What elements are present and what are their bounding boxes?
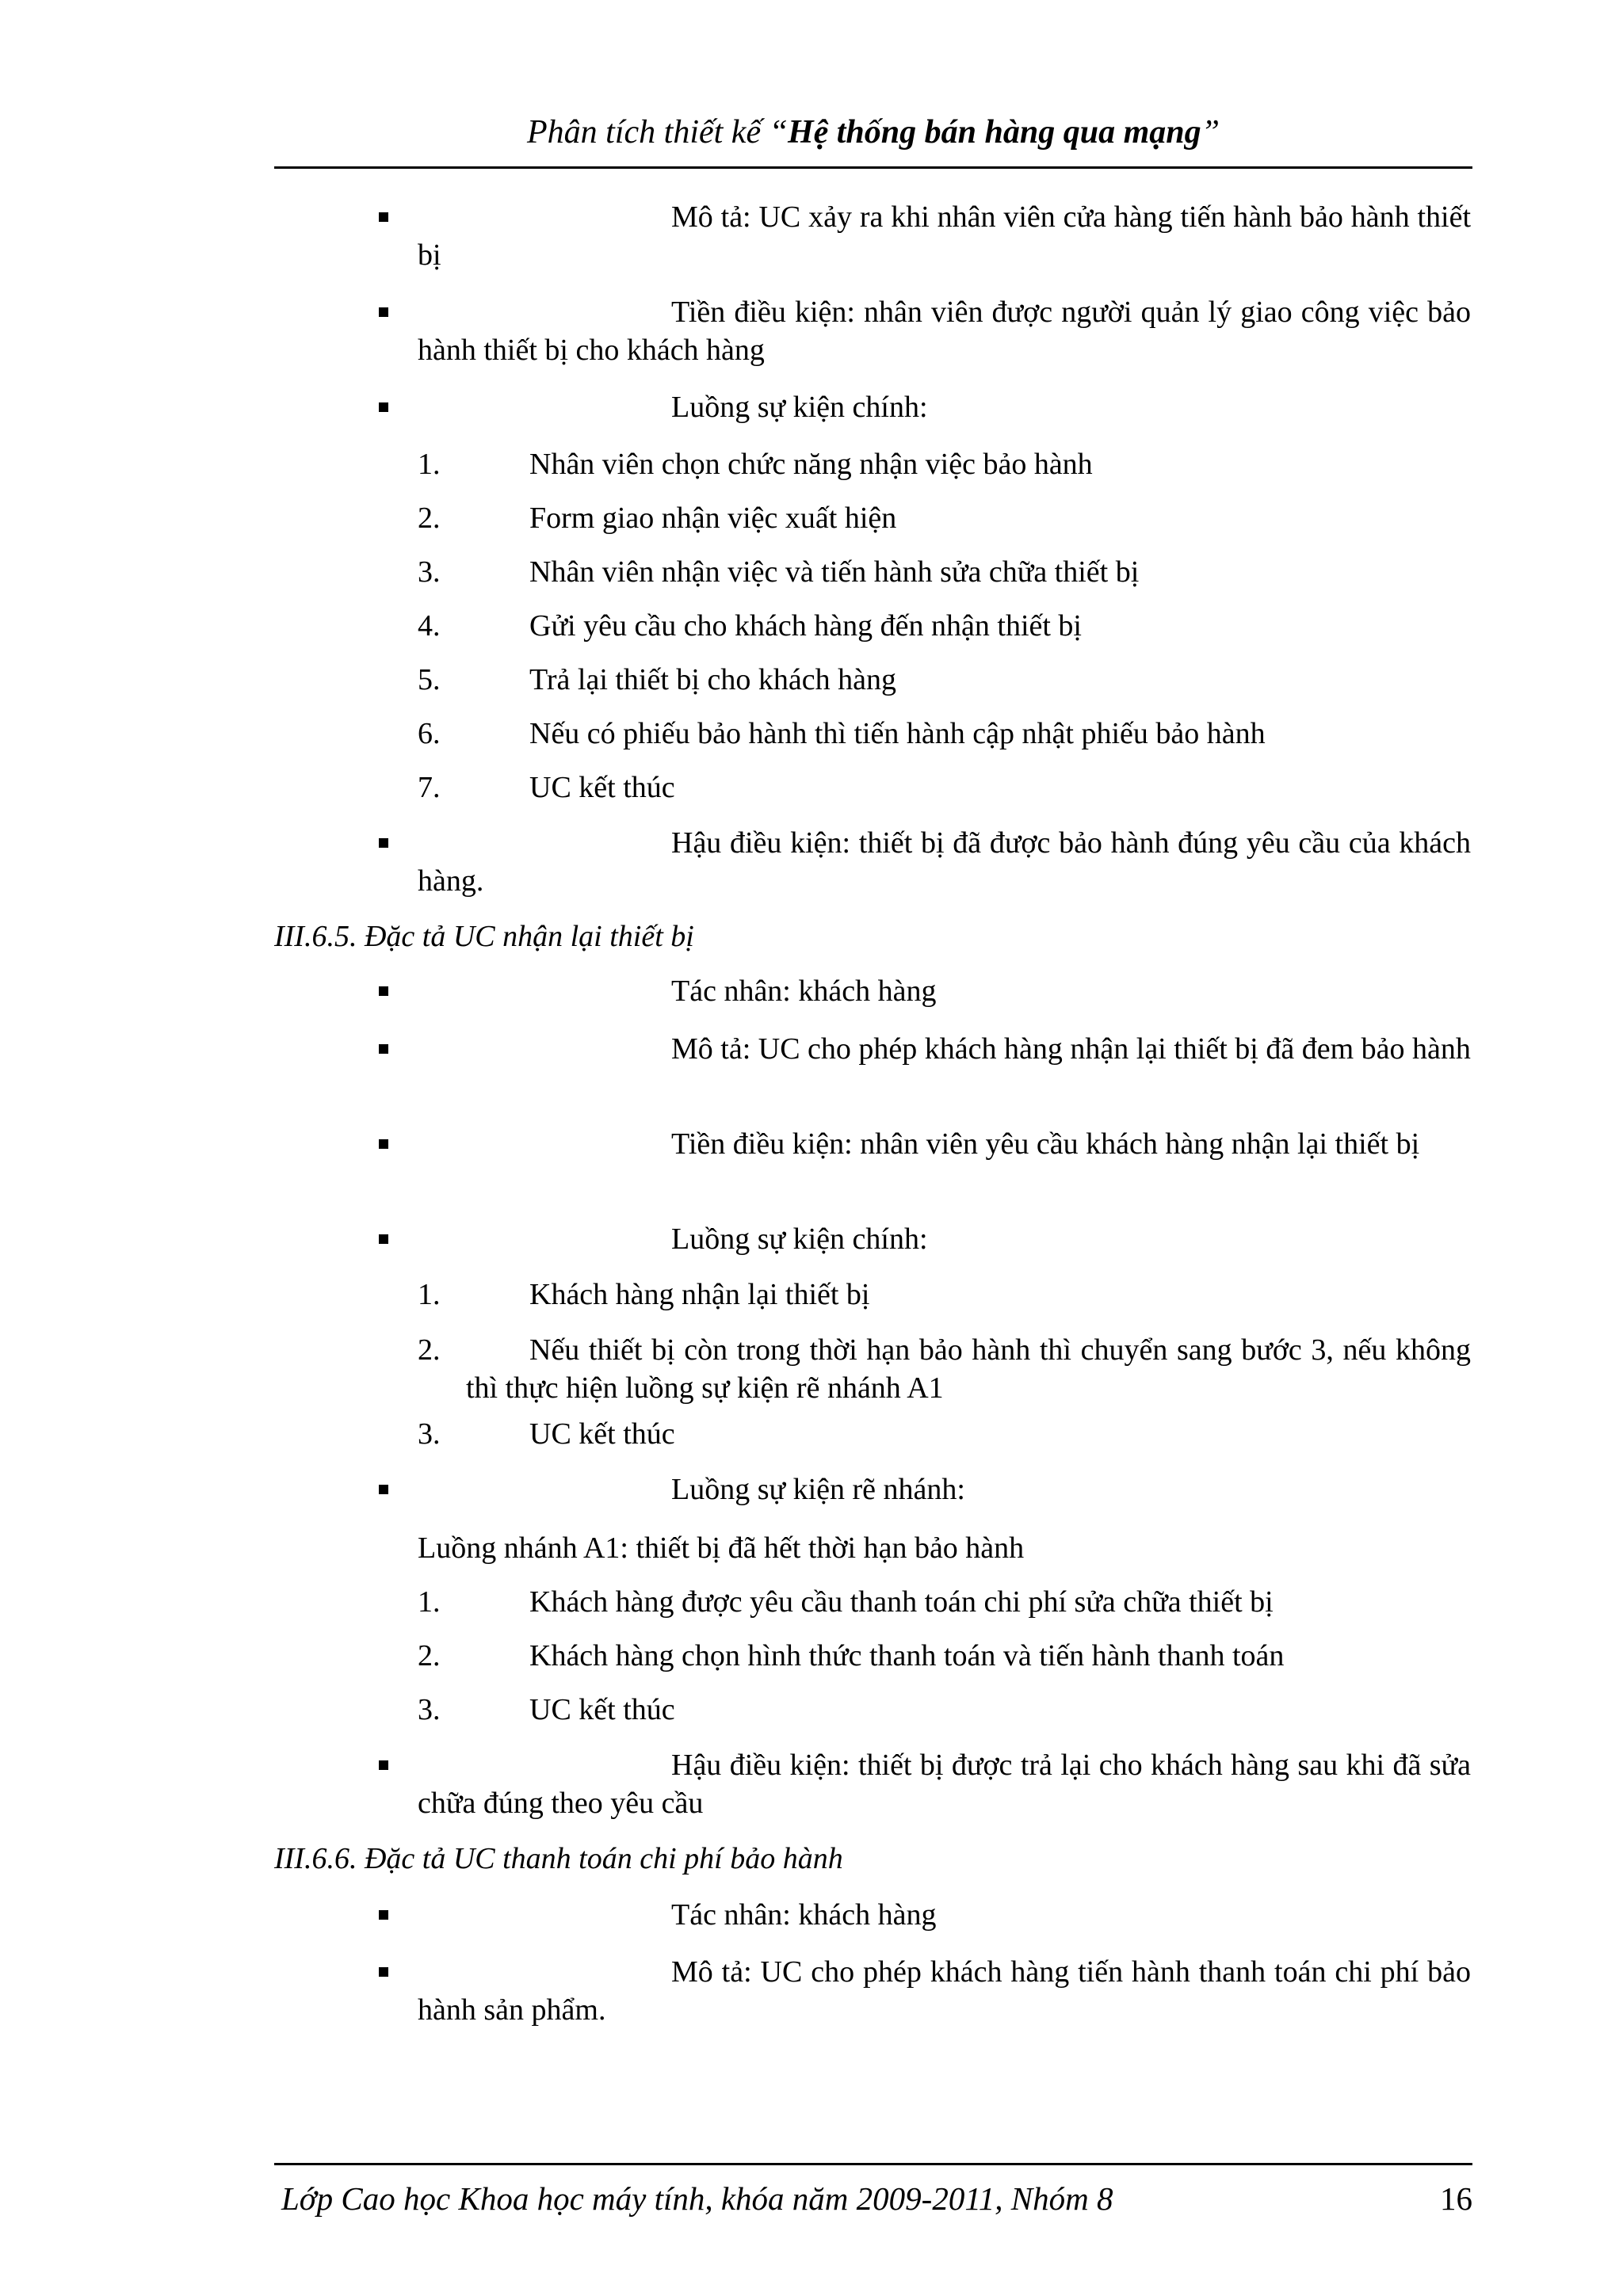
step-text: UC kết thúc: [529, 1693, 675, 1726]
bullet-icon: [379, 1760, 388, 1770]
step-text: UC kết thúc: [529, 1417, 675, 1451]
page-footer: Lớp Cao học Khoa học máy tính, khóa năm 2009-2011, Nhóm 8: [281, 2180, 1113, 2217]
section-heading: III.6.6. Đặc tả UC thanh toán chi phí bảo hành: [274, 1842, 843, 1875]
branch-title: Luồng nhánh A1: thiết bị đã hết thời hạn bảo hành: [418, 1531, 1025, 1565]
step-text: Nếu thiết bị còn trong thời hạn bảo hành thì chuyển sang bước 3, nếu không thì thực hiện luồng sự kiện rẽ nhánh A1: [466, 1333, 1471, 1405]
bullet-icon: [379, 1910, 388, 1920]
block1-postcondition: Hậu điều kiện: thiết bị đã được bảo hành đúng yêu cầu của khách hàng.: [418, 826, 1471, 898]
section2-description: Mô tả: UC cho phép khách hàng tiến hành thanh toán chi phí bảo hành sản phẩm.: [418, 1955, 1471, 2027]
section1-precondition: Tiền điều kiện: nhân viên yêu cầu khách hàng nhận lại thiết bị: [671, 1127, 1420, 1161]
header-prefix: Phân tích thiết kế “: [527, 114, 788, 151]
step-text: Khách hàng nhận lại thiết bị: [529, 1278, 870, 1311]
step-number: 2.: [418, 502, 441, 535]
step-number: 1.: [418, 1278, 441, 1311]
step-number: 3.: [418, 1693, 441, 1726]
step-number: 5.: [418, 663, 441, 696]
footer-rule: [274, 2163, 1472, 2165]
step-number: 6.: [418, 717, 441, 750]
step-text: Trả lại thiết bị cho khách hàng: [529, 663, 896, 696]
section1-main-flow-label: Luồng sự kiện chính:: [671, 1222, 928, 1256]
section2-actor: Tác nhân: khách hàng: [671, 1898, 937, 1932]
section1-description: Mô tả: UC cho phép khách hàng nhận lại thiết bị đã đem bảo hành: [671, 1032, 1471, 1066]
section-heading: III.6.5. Đặc tả UC nhận lại thiết bị: [274, 920, 694, 953]
step-text: Khách hàng chọn hình thức thanh toán và tiến hành thanh toán: [529, 1639, 1285, 1672]
block1-precondition: Tiền điều kiện: nhân viên được người quản lý giao công việc bảo hành thiết bị cho khách hàng: [418, 296, 1471, 367]
step-text: Nhân viên chọn chức năng nhận việc bảo hành: [529, 448, 1093, 481]
step-number: 1.: [418, 448, 441, 481]
step-text: Nhân viên nhận việc và tiến hành sửa chữa thiết bị: [529, 555, 1140, 589]
step-number: 2.: [418, 1639, 441, 1672]
block1-description: Mô tả: UC xảy ra khi nhân viên cửa hàng tiến hành bảo hành thiết bị: [418, 200, 1471, 272]
step-number: 1.: [418, 1585, 441, 1619]
bullet-icon: [379, 1139, 388, 1149]
page-header: [274, 113, 1472, 152]
bullet-icon: [379, 402, 388, 412]
step-number: 2.: [418, 1333, 441, 1367]
header-rule: [274, 166, 1472, 169]
step-number: 3.: [418, 1417, 441, 1451]
step-number: 4.: [418, 609, 441, 643]
step-text: Gửi yêu cầu cho khách hàng đến nhận thiết bị: [529, 609, 1082, 643]
section1-alt-flow-label: Luồng sự kiện rẽ nhánh:: [671, 1473, 965, 1506]
header-title: Hệ thống bán hàng qua mạng: [787, 114, 1201, 151]
header-suffix: ”: [1201, 114, 1220, 151]
block1-main-flow-label: Luồng sự kiện chính:: [671, 391, 928, 424]
step-number: 7.: [418, 771, 441, 804]
step-text: Form giao nhận việc xuất hiện: [529, 502, 897, 535]
bullet-icon: [379, 1234, 388, 1244]
step-number: 3.: [418, 555, 441, 589]
section1-actor: Tác nhân: khách hàng: [671, 974, 937, 1008]
bullet-icon: [379, 212, 388, 222]
bullet-icon: [379, 1485, 388, 1494]
section1-postcondition: Hậu điều kiện: thiết bị được trả lại cho khách hàng sau khi đã sửa chữa đúng theo yêu cầu: [418, 1749, 1471, 1820]
bullet-icon: [379, 307, 388, 317]
bullet-icon: [379, 1967, 388, 1977]
bullet-icon: [379, 838, 388, 848]
step-text: Khách hàng được yêu cầu thanh toán chi phí sửa chữa thiết bị: [529, 1585, 1274, 1619]
step-text: Nếu có phiếu bảo hành thì tiến hành cập nhật phiếu bảo hành: [529, 717, 1266, 750]
step-text: UC kết thúc: [529, 771, 675, 804]
page-number: 16: [1440, 2180, 1472, 2217]
bullet-icon: [379, 986, 388, 996]
bullet-icon: [379, 1044, 388, 1054]
